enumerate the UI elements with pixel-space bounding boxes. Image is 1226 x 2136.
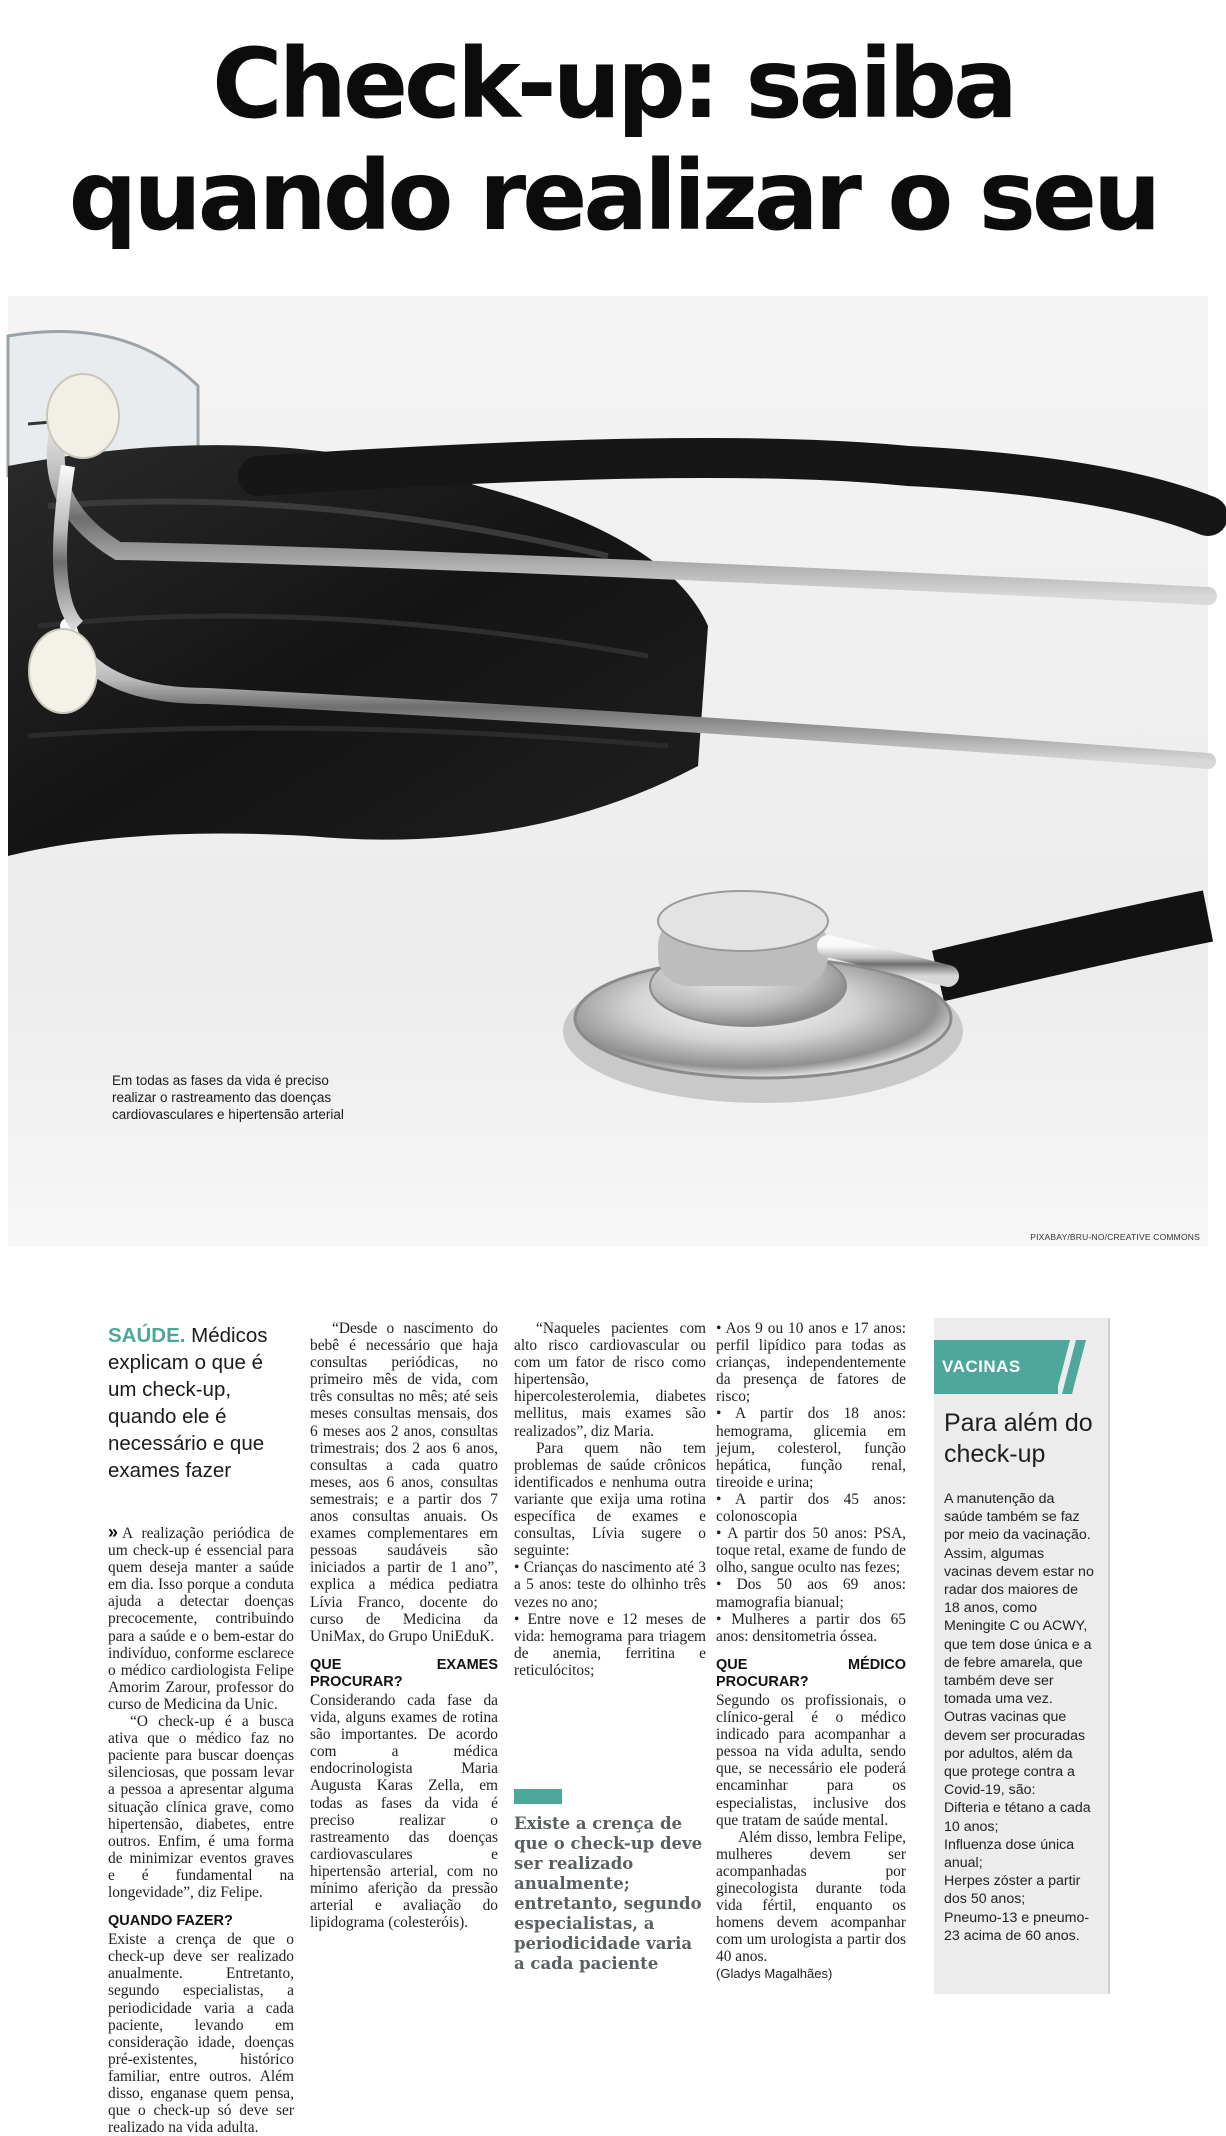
sidebar-intro: A manutenção da saúde também se faz por meio da vacinação. Assim, algumas vacinas devem estar no radar dos maiores de 18 anos, como Meningite C ou ACWY, que tem dose única e a de febre amarela, que também deve ser tomada uma vez. Outras vacinas que devem ser procuradas por adultos, além da que protege contra a Covid-19, são:: [944, 1491, 1094, 1799]
pullquote-bar: [514, 1789, 562, 1804]
lead-arrow-icon: »: [108, 1522, 119, 1542]
lead-paragraph: [108, 1524, 294, 1713]
headline-line-2: quando realizar o seu: [68, 140, 1158, 252]
sidebar-item: Herpes zóster a partir dos 50 anos;: [944, 1873, 1081, 1908]
article-column-4: [716, 1320, 906, 1983]
article-column-2: [310, 1320, 498, 1931]
subhead-quando-fazer: QUANDO FAZER?: [108, 1913, 233, 1930]
article-column-3: [514, 1320, 706, 1974]
paragraph-6: “Naqueles pacientes com alto risco cardiovascular ou com um fator de risco como hipertensão, hipercolesterolemia, diabetes mellitus, mais exames são realizados”, diz Maria.: [514, 1320, 706, 1440]
photo-credit: PIXABAY/BRU-NO/CREATIVE COMMONS: [1030, 1232, 1200, 1242]
paragraph-3: Existe a crença de que o check-up deve ser realizado anualmente. Entretanto, segundo especialistas, a periodicidade varia a cada paciente, levando em consideração idade, doenças pré-existentes, histórico familiar, entre outros. Além disso, enganase quem pensa, que o check-up só deve ser realizado na vida adulta.: [108, 1931, 294, 2136]
sidebar-body: [934, 1470, 1108, 1945]
pullquote: Existe a crença de que o check-up deve ser realizado anualmente; entretanto, segundo especialistas, a periodicidade varia a cada paciente: [514, 1813, 703, 1973]
list-item: • A partir dos 18 anos: hemograma, glicemia em jejum, colesterol, função hepática, função renal, tireoide e urina;: [716, 1405, 906, 1491]
paragraph-2: “O check-up é a busca ativa que o médico faz no paciente para buscar doenças silenciosas, que possam levar a pessoa a apresentar alguma situação clínica grave, como hipertensão, diabetes, entre outros. Enfim, é uma forma de minimizar eventos graves e é fundamental na longevidade”, diz Felipe.: [108, 1713, 294, 1901]
paragraph-9: Além disso, lembra Felipe, mulheres devem ser acompanhadas por ginecologista durante toda vida fértil, enquanto os homens devem acompanhar com um urologista a partir dos 40 anos.: [716, 1828, 906, 1966]
paragraph-7: Para quem não tem problemas de saúde crônicos identificados e nenhuma outra variante que exija uma rotina específica de exames e consultas, Lívia sugere o seguinte:: [514, 1439, 706, 1560]
list-item: • Aos 9 ou 10 anos e 17 anos: perfil lipídico para todas as crianças, independentemente da presença de fatores de risco;: [716, 1320, 906, 1406]
vaccines-sidebar: [934, 1318, 1110, 1994]
list-item: • Crianças do nascimento até 3 a 5 anos: teste do olhinho três vezes no ano;: [514, 1559, 706, 1611]
sidebar-item: Pneumo-13 e pneumo-23 acima de 60 anos.: [944, 1909, 1090, 1944]
sidebar-title: Para além do check-up: [944, 1409, 1093, 1468]
list-item: • Entre nove e 12 meses de vida: hemograma para triagem de anemia, ferritina e reticulócitos;: [514, 1610, 706, 1679]
paragraph-4: “Desde o nascimento do bebê é necessário que haja consultas periódicas, no primeiro mês de vida, com três consultas no mês; até seis meses consultas mensais, dos 6 meses aos 2 anos, consultas trimestrais; dos 2 aos 6 anos, consultas a cada quatro meses, aos 6 anos, consultas semestrais; e a partir dos 7 anos consultas anuais. Os exames complementares em pessoas saudáveis são iniciados a partir de 1 ano”, explica a médica pediatra Lívia Franco, docente do curso de Medicina da UniMax, do Grupo UniEduK.: [310, 1320, 498, 1645]
subhead-que-medico: QUE MÉDICO PROCURAR?: [716, 1656, 906, 1690]
list-item: • Mulheres a partir dos 65 anos: densitometria óssea.: [716, 1610, 906, 1645]
article-column-1: [108, 1322, 294, 2136]
section-label: SAÚDE.: [108, 1324, 186, 1347]
sidebar-item: Influenza dose única anual;: [944, 1836, 1075, 1872]
list-item: • A partir dos 45 anos: colonoscopia: [716, 1490, 906, 1526]
byline: (Gladys Magalhães): [716, 1966, 833, 1982]
headline: [0, 28, 1226, 252]
photo-caption: Em todas as fases da vida é preciso realizar o rastreamento das doenças cardiovasculares e hipertensão arterial: [112, 1073, 344, 1122]
list-item: • A partir dos 50 anos: PSA, toque retal, exame de fundo de olho, sangue oculto nas fezes;: [716, 1525, 906, 1577]
paragraph-1: A realização periódica de um check-up é essencial para quem deseja manter a saúde em dia. Isso porque a conduta ajuda a detectar doenças precocemente, contribuindo para a saúde e o bem-estar do indivíduo, conforme esclarece o médico cardiologista Felipe Amorim Zarour, professor do curso de Medicina da Unic.: [108, 1525, 294, 1713]
paragraph-8: Segundo os profissionais, o clínico-geral é o médico indicado para acompanhar a pessoa na vida adulta, sendo que, se necessário ele poderá encaminhar para os especialistas, inclusive dos que tratam de saúde mental.: [716, 1691, 906, 1829]
kicker-text: Médicos explicam o que é um check-up, quando ele é necessário e que exames fazer: [108, 1324, 268, 1482]
sidebar-item: Difteria e tétano a cada 10 anos;: [944, 1800, 1091, 1835]
sidebar-tag-label: VACINAS: [934, 1340, 1058, 1394]
subhead-que-exames: QUE EXAMES PROCURAR?: [310, 1656, 498, 1690]
sidebar-tag: [934, 1340, 1108, 1394]
kicker: [108, 1322, 294, 1484]
list-item: • Dos 50 aos 69 anos: mamografia bianual;: [716, 1576, 906, 1611]
tag-stripe-icon: [1052, 1340, 1092, 1394]
headline-line-1: Check-up: saiba: [212, 28, 1014, 140]
paragraph-5: Considerando cada fase da vida, alguns exames de rotina são importantes. De acordo com a médica endocrinologista Maria Augusta Karas Zella, em todas as fases da vida é preciso realizar o rastreamento das doenças cardiovasculares e hipertensão arterial, com no mínimo aferição da pressão arterial e avaliação do lipidograma (colesteróis).: [310, 1691, 498, 1932]
